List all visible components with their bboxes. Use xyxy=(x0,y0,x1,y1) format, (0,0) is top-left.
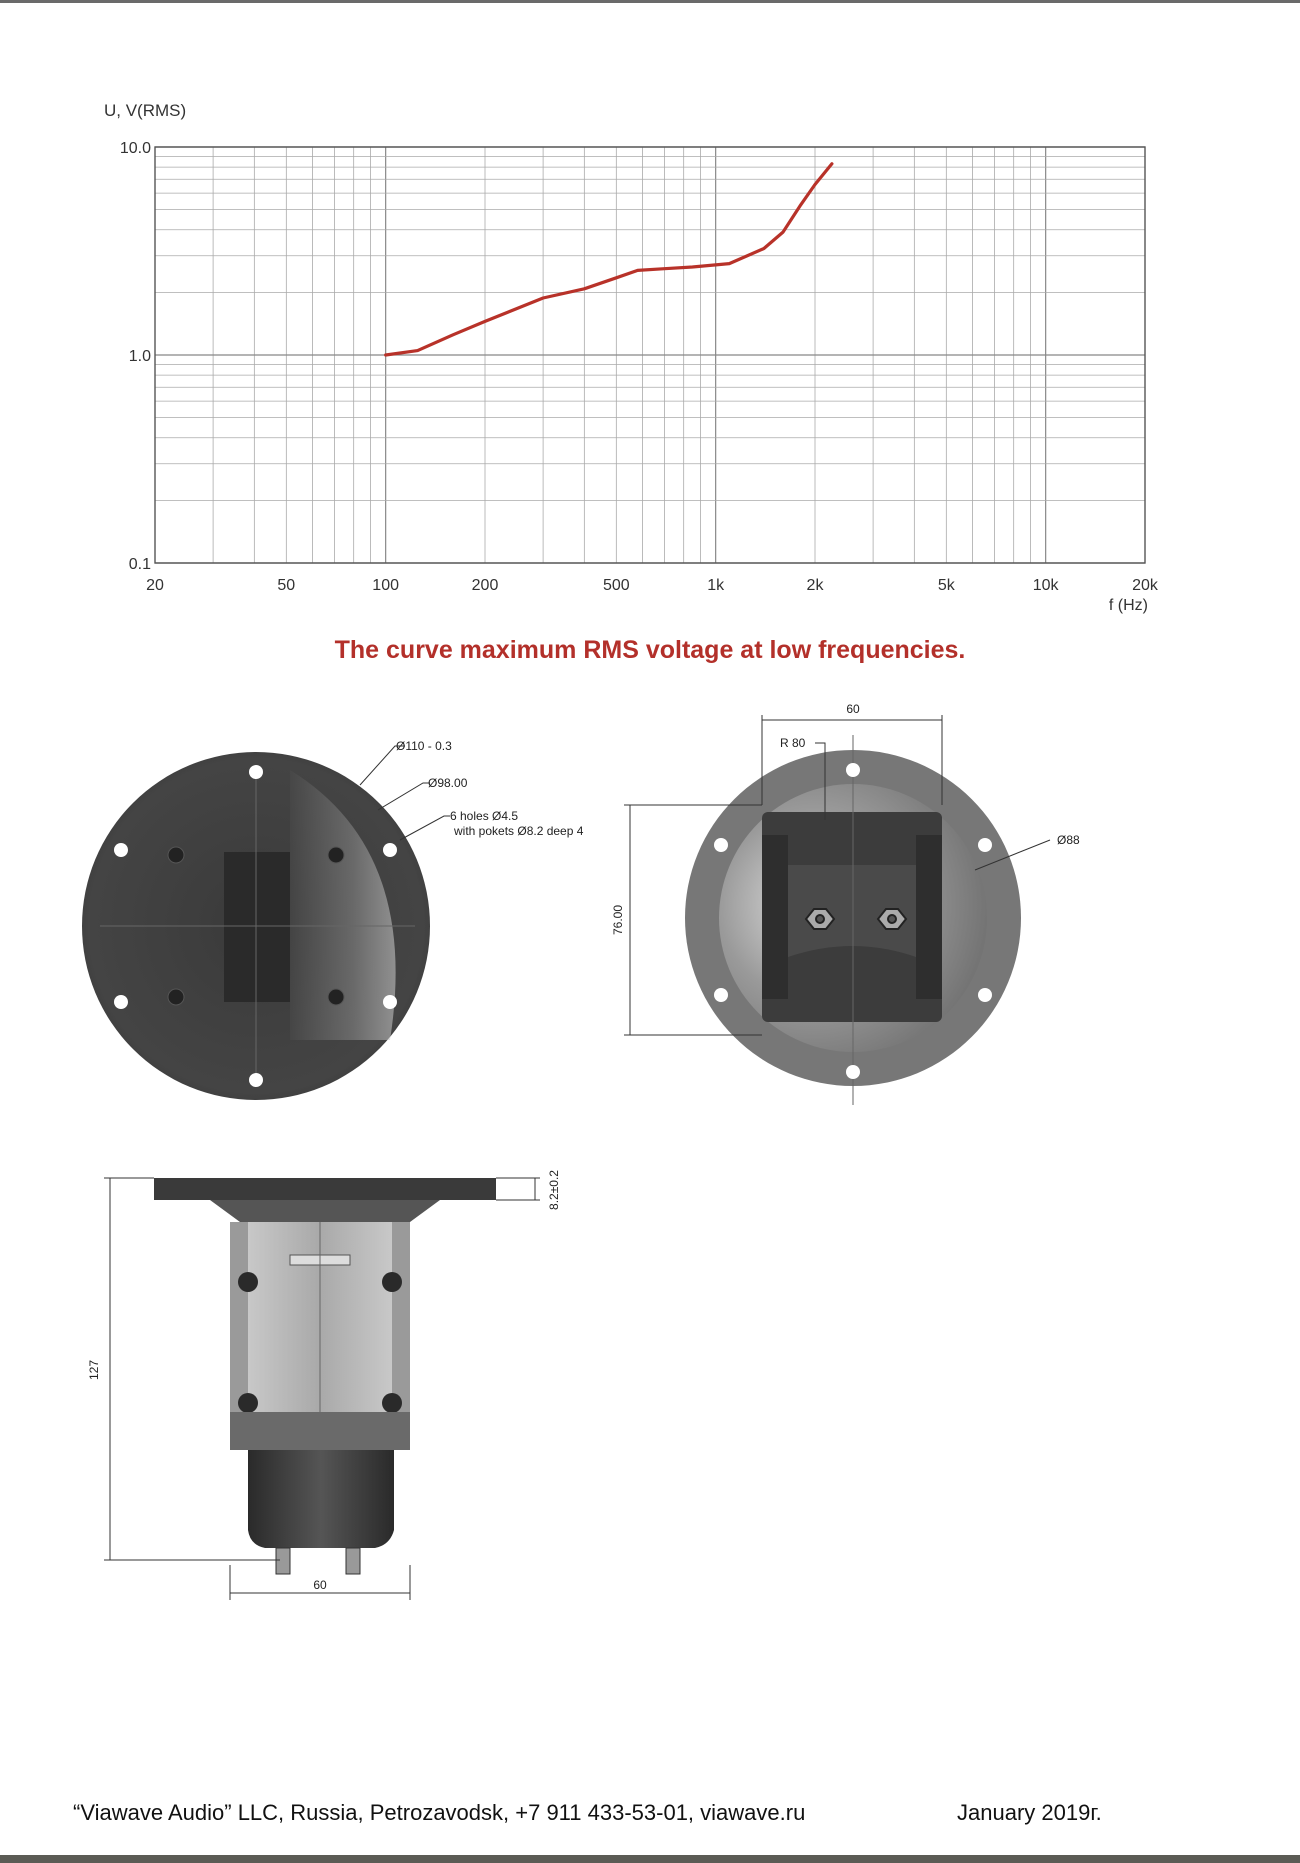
side-terminals xyxy=(276,1548,360,1574)
x-tick-label: 200 xyxy=(471,577,499,594)
terminal xyxy=(276,1548,290,1574)
x-tick-label: 50 xyxy=(277,577,296,594)
mount-hole xyxy=(978,988,992,1002)
mount-hole xyxy=(714,988,728,1002)
front-throat xyxy=(224,852,290,1002)
x-tick-label: 20k xyxy=(1132,577,1158,594)
dim-side-height: 127 xyxy=(87,1359,101,1381)
screw xyxy=(238,1393,258,1413)
terminal xyxy=(346,1548,360,1574)
side-right-rail xyxy=(392,1222,410,1412)
mount-hole xyxy=(846,1065,860,1079)
mount-hole xyxy=(114,843,128,857)
screw xyxy=(328,989,344,1005)
side-rear-cup xyxy=(248,1450,394,1548)
holes-note-1: 6 holes Ø4.5 xyxy=(450,809,519,823)
y-tick-label: 1.0 xyxy=(128,348,151,365)
dim-inner-diameter: Ø98.00 xyxy=(428,776,468,790)
mount-hole xyxy=(249,765,263,779)
front-view-drawing xyxy=(60,710,620,1140)
screw xyxy=(168,989,184,1005)
mount-hole xyxy=(846,763,860,777)
chart-ticks xyxy=(120,140,1159,594)
side-left-rail xyxy=(230,1222,248,1412)
side-view-drawing xyxy=(87,1160,610,1600)
footer-company: “Viawave Audio” LLC, Russia, Petrozavodsk, +7 911 433-53-01, viawave.ru xyxy=(73,1800,806,1825)
rear-motor-side-left xyxy=(762,835,788,999)
dim-height: 76.00 xyxy=(611,904,625,936)
chart-caption: The curve maximum RMS voltage at low frequencies. xyxy=(334,636,966,664)
screw xyxy=(382,1393,402,1413)
mount-hole xyxy=(978,838,992,852)
side-flange xyxy=(154,1178,496,1200)
x-tick-label: 2k xyxy=(806,577,824,594)
series-line xyxy=(386,164,832,355)
screw xyxy=(168,847,184,863)
dim-radius: R 80 xyxy=(780,736,806,750)
mount-hole xyxy=(714,838,728,852)
chart-grid xyxy=(155,147,1145,563)
chart-series xyxy=(386,164,832,355)
footer-date: January 2019г. xyxy=(957,1800,1102,1825)
rear-motor-side-right xyxy=(916,835,942,999)
rear-view-drawing xyxy=(610,695,1170,1125)
x-tick-label: 100 xyxy=(372,577,400,594)
voltage-chart xyxy=(0,0,1300,620)
y-tick-label: 10.0 xyxy=(119,140,151,157)
y-axis-label: U, V(RMS) xyxy=(104,101,187,120)
dim-flange-thickness: 8.2±0.2 xyxy=(547,1170,561,1210)
x-tick-label: 20 xyxy=(146,577,164,594)
x-axis-label: f (Hz) xyxy=(1108,597,1148,614)
screw xyxy=(382,1272,402,1292)
x-tick-label: 5k xyxy=(937,577,955,594)
dim-outer-diameter: Ø110 - 0.3 xyxy=(396,739,452,753)
dim-width: 60 xyxy=(846,702,860,716)
mount-hole xyxy=(383,995,397,1009)
bottom-border xyxy=(0,1855,1300,1863)
side-flange-taper xyxy=(210,1200,440,1222)
side-rear-band xyxy=(230,1412,410,1450)
holes-note-2: with pokets Ø8.2 deep 4 xyxy=(454,824,584,838)
x-tick-label: 10k xyxy=(1032,577,1059,594)
mount-hole xyxy=(114,995,128,1009)
x-tick-label: 500 xyxy=(602,577,630,594)
dim-diameter: Ø88 xyxy=(1057,833,1080,847)
y-tick-label: 0.1 xyxy=(128,556,151,573)
x-tick-label: 1k xyxy=(707,577,725,594)
screw xyxy=(238,1272,258,1292)
mount-hole xyxy=(383,843,397,857)
dim-side-width: 60 xyxy=(313,1578,327,1592)
screw xyxy=(328,847,344,863)
mount-hole xyxy=(249,1073,263,1087)
